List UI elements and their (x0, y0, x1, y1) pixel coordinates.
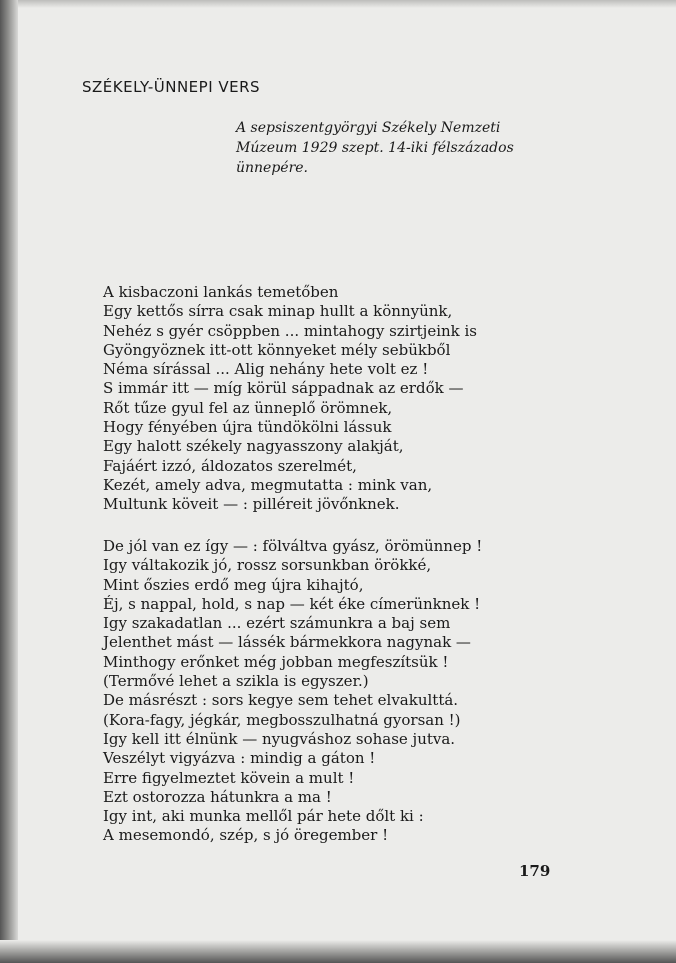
page-bottom-shadow (0, 940, 676, 963)
verse-line: De jól van ez így — : fölváltva gyász, örömünnep ! (103, 537, 483, 555)
page-gutter-shadow (0, 0, 18, 963)
verse-line: (Kora-fagy, jégkár, megbosszulhatná gyorsan !) (103, 710, 461, 729)
verse-line: Multunk köveit — : pilléreit jövőnknek. (103, 495, 400, 514)
dedication-line: A sepsiszentgyörgyi Székely Nemzeti (236, 120, 501, 136)
verse-line: Igy szakadatlan ... ezért számunkra a baj sem (103, 614, 451, 633)
verse-line: Erre figyelmeztet kövein a mult ! (103, 768, 355, 787)
verse-line: Jelenthet mást — lássék bármekkora nagynak — (103, 633, 471, 652)
page-top-shadow (0, 0, 676, 8)
dedication-line: ünnepére. (236, 160, 309, 176)
verse-line: Veszélyt vigyázva : mindig a gáton ! (103, 749, 376, 768)
verse-line: A kisbaczoni lankás temetőben (103, 283, 339, 301)
page-number: 179 (519, 862, 551, 880)
running-head: SZÉKELY-ÜNNEPI VERS (82, 78, 261, 96)
verse-line: Igy kell itt élnünk — nyugváshoz sohase jutva. (103, 729, 456, 748)
verse-line: Néma sírással ... Alig nehány hete volt ez ! (103, 360, 429, 379)
verse-line: Egy kettős sírra csak minap hullt a könnyünk, (103, 302, 453, 321)
verse-line: Minthogy erőnket még jobban megfeszítsük ! (103, 652, 449, 671)
verse-line: Gyöngyöznek itt-ott könnyeket mély sebükből (103, 340, 451, 359)
verse-line: Igy váltakozik jó, rossz sorsunkban örökké, (103, 556, 432, 575)
dedication-line: Múzeum 1929 szept. 14-iki félszázados (236, 140, 514, 156)
stanza-2 (103, 537, 603, 846)
verse-line: De másrészt : sors kegye sem tehet elvakulttá. (103, 691, 459, 710)
verse-line: Igy int, aki munka mellől pár hete dőlt ki : (103, 807, 424, 826)
stanza-1 (103, 283, 603, 515)
verse-line: S immár itt — míg körül sáppadnak az erdők — (103, 379, 464, 398)
verse-line: Mint őszies erdő meg újra kihajtó, (103, 575, 364, 594)
verse-line: Fajáért izzó, áldozatos szerelmét, (103, 456, 357, 475)
verse-line: Rőt tűze gyul fel az ünneplő örömnek, (103, 398, 393, 417)
verse-line: Hogy fényében újra tündökölni lássuk (103, 418, 392, 437)
verse-line: Ezt ostorozza hátunkra a ma ! (103, 787, 332, 806)
verse-line: (Termővé lehet a szikla is egyszer.) (103, 672, 369, 691)
verse-line: Egy halott székely nagyasszony alakját, (103, 437, 404, 456)
verse-line: Nehéz s gyér csöppben ... mintahogy szirtjeink is (103, 321, 478, 340)
verse-line: Éj, s nappal, hold, s nap — két éke címerünknek ! (103, 594, 481, 613)
dedication (236, 118, 586, 178)
verse-line: Kezét, amely adva, megmutatta : mink van, (103, 475, 433, 494)
verse-line: A mesemondó, szép, s jó öregember ! (103, 826, 389, 845)
